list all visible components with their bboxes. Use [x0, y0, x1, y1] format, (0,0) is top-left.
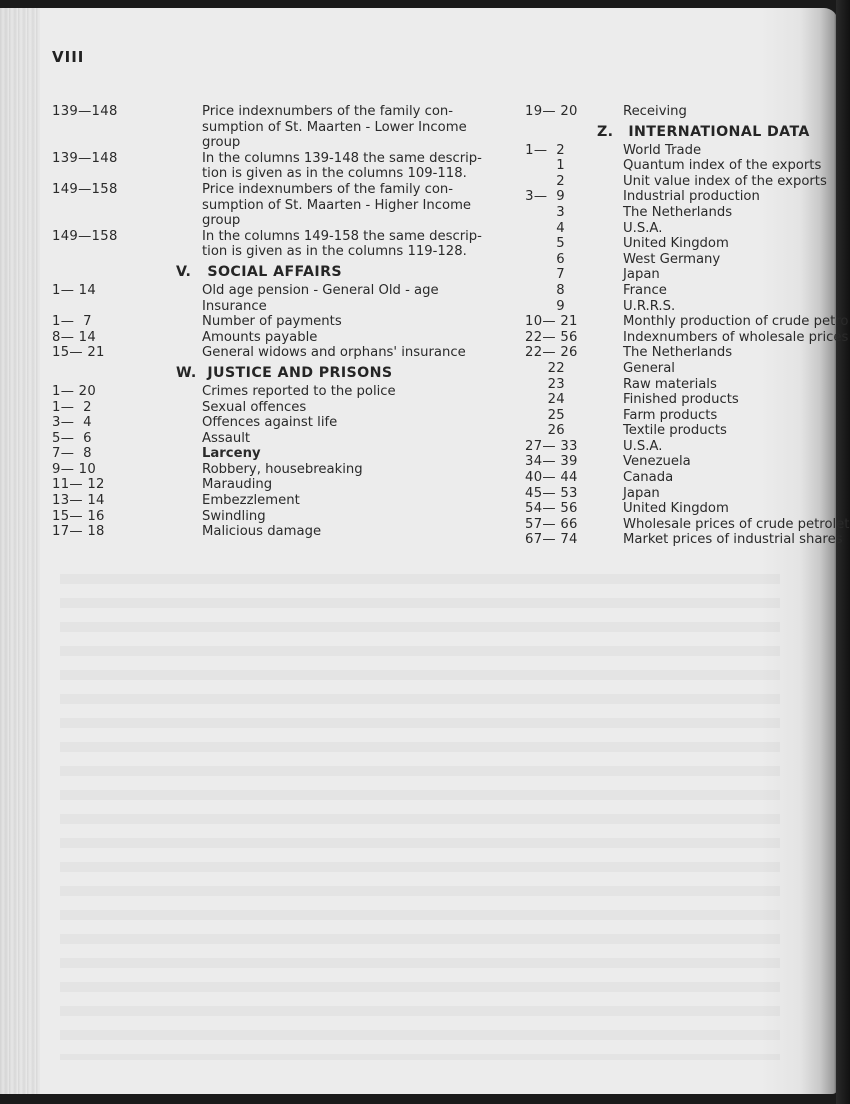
column-range: 15— 21: [52, 345, 105, 361]
list-item: [525, 174, 850, 190]
list-item: [525, 439, 850, 455]
entry-text: Old age pension - General Old - age: [202, 282, 439, 298]
list-item: [52, 524, 482, 540]
list-item: [52, 462, 482, 478]
entry-text: tion is given as in the columns 109-118.: [202, 166, 467, 182]
entry-text: Industrial production: [623, 189, 760, 205]
column-range: 3— 4: [52, 415, 92, 431]
column-range: 8: [556, 282, 565, 298]
entry-text: group: [202, 135, 241, 151]
column-range: 3: [556, 204, 565, 220]
column-range: 34— 39: [525, 454, 578, 470]
entry-text: The Netherlands: [623, 345, 733, 361]
column-range: 1: [556, 158, 565, 174]
entry-text: Marauding: [202, 477, 273, 493]
list-item: [525, 314, 850, 330]
entry-text: Indexnumbers of wholesale prices: [623, 329, 849, 345]
column-range: 67— 74: [525, 532, 578, 548]
entry-text: Embezzlement: [202, 493, 300, 509]
column-range: 6: [556, 251, 565, 267]
column-range: 3— 9: [525, 189, 565, 205]
list-item: [52, 493, 482, 509]
column-range: 22— 26: [525, 345, 578, 361]
list-item: [52, 104, 482, 151]
column-range: 22: [547, 360, 565, 376]
list-item: [525, 299, 850, 315]
column-range: 1— 2: [525, 142, 565, 158]
entry-text: Receiving: [623, 104, 687, 119]
section-letter: W.: [176, 364, 197, 381]
left-column: [52, 104, 482, 540]
column-range: 4: [556, 220, 565, 236]
entry-text: The Netherlands: [623, 204, 733, 220]
reverse-side-bleed-through: [60, 560, 780, 1060]
list-item: [52, 384, 482, 400]
list-item: [525, 501, 850, 517]
entry-text: Japan: [623, 485, 660, 501]
entry-text: General widows and orphans' insurance: [202, 345, 466, 361]
list-item: [525, 470, 850, 486]
entry-text: Offences against life: [202, 415, 338, 431]
list-item: [525, 221, 850, 237]
column-range: 149—158: [52, 228, 118, 244]
entry-text: Quantum index of the exports: [623, 158, 822, 174]
column-range: 19— 20: [525, 104, 578, 119]
list-item: [525, 361, 850, 377]
section-title: JUSTICE AND PRISONS: [207, 364, 393, 381]
column-range: 9: [556, 298, 565, 314]
international-data-list: [525, 143, 850, 548]
section-heading-international-data: [597, 123, 850, 141]
entry-text: General: [623, 360, 675, 376]
entry-text: U.S.A.: [623, 438, 663, 454]
list-item: [525, 454, 850, 470]
list-item: [52, 477, 482, 493]
list-item: [525, 408, 850, 424]
entry-text: Crimes reported to the police: [202, 383, 396, 399]
list-item: [525, 283, 850, 299]
column-range: 17— 18: [52, 524, 105, 540]
column-range: 45— 53: [525, 485, 578, 501]
entry-text: Japan: [623, 267, 660, 283]
entry-text: World Trade: [623, 142, 702, 158]
list-item: [52, 345, 482, 361]
entry-text: Number of payments: [202, 314, 342, 330]
entry-text: Monthly production of crude petro: [623, 314, 849, 330]
list-item: [525, 517, 850, 533]
list-item: [52, 151, 482, 182]
right-column: [525, 104, 850, 548]
section-heading-social-affairs: [176, 263, 482, 281]
column-range: 57— 66: [525, 516, 578, 532]
column-range: 13— 14: [52, 493, 105, 509]
list-item: [525, 143, 850, 159]
column-range: 1— 20: [52, 383, 97, 399]
list-item: [52, 446, 482, 462]
entry-text: Finished products: [623, 392, 739, 408]
list-item: [52, 509, 482, 525]
entry-text: West Germany: [623, 251, 721, 267]
entry-text: Market prices of industrial shares: [623, 532, 843, 548]
list-item: [525, 345, 850, 361]
column-range: 9— 10: [52, 461, 97, 477]
column-range: 5: [556, 236, 565, 252]
list-item: [525, 189, 850, 205]
entry-text: In the columns 139-148 the same descrip-: [202, 150, 482, 166]
entry-text: Insurance: [202, 298, 267, 314]
section-letter: V.: [176, 263, 192, 280]
column-range: 15— 16: [52, 508, 105, 524]
list-item: [525, 267, 850, 283]
column-range: 139—148: [52, 150, 118, 166]
column-range: 24: [547, 392, 565, 408]
entry-text: Price indexnumbers of the family con-: [202, 181, 454, 197]
list-item: [52, 229, 482, 260]
entry-text: Larceny: [202, 446, 261, 462]
entry-text: United Kingdom: [623, 501, 729, 517]
column-range: 8— 14: [52, 329, 97, 345]
column-range: 5— 6: [52, 430, 92, 446]
entry-text: group: [202, 213, 241, 229]
list-item: [52, 330, 482, 346]
entry-text: U.R.R.S.: [623, 298, 676, 314]
column-range: 139—148: [52, 104, 118, 119]
list-item: [52, 431, 482, 447]
list-item: [525, 532, 850, 548]
entry-text: Raw materials: [623, 376, 717, 392]
entry-text: Malicious damage: [202, 524, 322, 540]
page-number: VIII: [52, 48, 85, 66]
entry-text: Sexual offences: [202, 399, 307, 415]
section-title: SOCIAL AFFAIRS: [207, 263, 343, 280]
column-range: 2: [556, 173, 565, 189]
column-range: 22— 56: [525, 329, 578, 345]
list-item: [52, 400, 482, 416]
entry-text: Price indexnumbers of the family con-: [202, 104, 454, 119]
list-item: [525, 236, 850, 252]
entry-text: Assault: [202, 430, 251, 446]
column-range: 1— 7: [52, 314, 92, 330]
page-stack-edge: [0, 8, 40, 1094]
column-range: 7: [556, 267, 565, 283]
list-item: [525, 392, 850, 408]
entry-text: Robbery, housebreaking: [202, 461, 363, 477]
column-range: 149—158: [52, 181, 118, 197]
entry-text: Amounts payable: [202, 329, 318, 345]
section-heading-justice-and-prisons: [176, 364, 482, 382]
entry-text: Canada: [623, 470, 674, 486]
list-item: [52, 314, 482, 330]
column-range: 27— 33: [525, 438, 578, 454]
entry-text: In the columns 149-158 the same descrip-: [202, 228, 482, 244]
list-item: [52, 283, 482, 314]
column-range: 25: [547, 407, 565, 423]
entry-text: U.S.A.: [623, 220, 663, 236]
entry-text: United Kingdom: [623, 236, 729, 252]
entry-text: sumption of St. Maarten - Lower Income: [202, 119, 467, 135]
entry-text: Unit value index of the exports: [623, 173, 827, 189]
list-item: [525, 377, 850, 393]
list-item: [525, 252, 850, 268]
list-item: [525, 423, 850, 439]
entry-text: Swindling: [202, 508, 266, 524]
list-item: [52, 182, 482, 229]
entry-text: sumption of St. Maarten - Higher Income: [202, 197, 472, 213]
list-item: [525, 205, 850, 221]
entry-text: tion is given as in the columns 119-128.: [202, 244, 467, 260]
list-item: [525, 330, 850, 346]
list-item: [525, 486, 850, 502]
list-item: [525, 158, 850, 174]
section-letter: Z.: [597, 123, 614, 140]
column-range: 26: [547, 423, 565, 439]
column-range: 40— 44: [525, 470, 578, 486]
column-range: 23: [547, 376, 565, 392]
section-title: INTERNATIONAL DATA: [628, 123, 810, 140]
list-item: [52, 415, 482, 431]
column-range: 54— 56: [525, 501, 578, 517]
column-range: 11— 12: [52, 477, 105, 493]
entry-text: Textile products: [623, 423, 727, 439]
entry-text: Farm products: [623, 407, 718, 423]
column-range: 1— 2: [52, 399, 92, 415]
column-range: 1— 14: [52, 282, 97, 298]
entry-text: Wholesale prices of crude petrolet: [623, 516, 850, 532]
entry-text: Venezuela: [623, 454, 691, 470]
entry-text: France: [623, 282, 667, 298]
column-range: 7— 8: [52, 446, 92, 462]
list-item: [525, 104, 850, 120]
column-range: 10— 21: [525, 314, 578, 330]
